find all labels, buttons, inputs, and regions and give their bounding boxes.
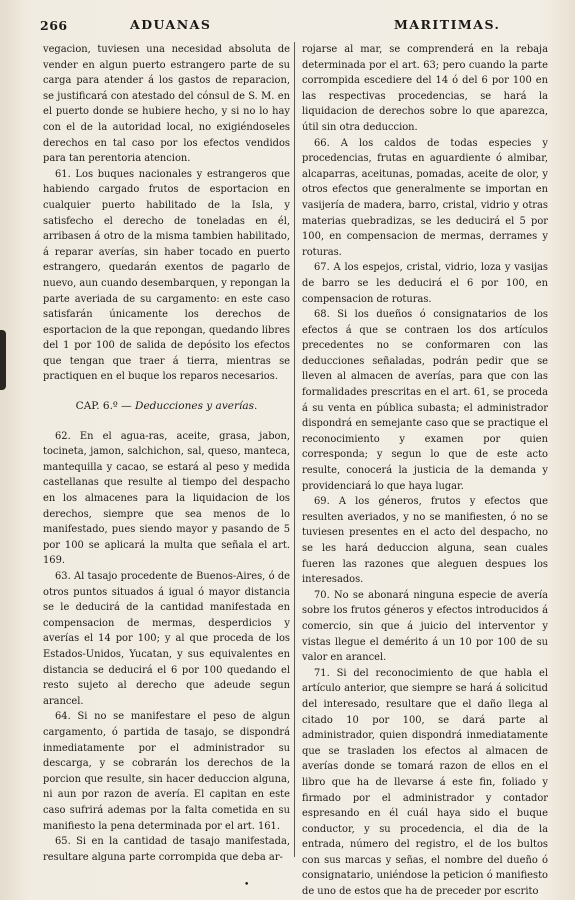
paragraph-article-71: 71. Si del reconocimiento de que habla el artículo anterior, que siempre se hará á solicitud del interesado, resultare que el daño llega al citado 10 por 100, se dará parte al administrador, quien dispondrá inmediatamente que se trasladen los efectos al almacen de averías donde se tomará razon de ellos en el libro que ha de llevarse á este fin, foliado y firmado por el administrador y contador espresando en él cuál haya sido el buque conductor, y su procedencia, el dia de la entrada, número del registro, el de los bultos con sus marcas y señas, el nombre del dueño ó consignatario, uniéndose la peticion ó manifiesto de uno de estos que ha de preceder por escrito bbox=[302, 667, 548, 898]
chapter-label: CAP. 6.º — bbox=[75, 400, 132, 413]
footer-mark: • bbox=[244, 880, 250, 890]
right-running-head: MARITIMAS. bbox=[394, 17, 501, 32]
paragraph-article-69: 69. A los géneros, frutos y efectos que resulten averiados, y no se manifiesten, ó no se tuviesen presentes en el acto del despacho, no se les hará deduccion alguna, sean cuales fueren las razones que aleguen despues los interesados. bbox=[302, 496, 548, 586]
paragraph-article-61: 61. Los buques nacionales y estrangeros que habiendo cargado frutos de esportacion en cualquier puerto habilitado de la Isla, y satisfecho el derecho de toneladas en él, arribasen á otro de la misma tambien habilitado, á reparar averías, sin haber tocado en puerto estrangero, quedarán exentos de pagarlo de nuevo, aun cuando desembarquen, y repongan la parte averiada de su cargamento: en este caso satisfarán únicamente los derechos de esportacion de la que repongan, quedando libres del 1 por 100 de salida de depósito los efectos que tengan que traer á tierra, mientras se practiquen en el buque los reparos necesarios. bbox=[43, 168, 290, 383]
paragraph-article-70: 70. No se abonará ninguna especie de avería sobre los frutos géneros y efectos introducidos á comercio, sin que á juicio del interventor y vistas llegue el demérito á un 10 por 100 de su valor en arancel. bbox=[302, 589, 548, 664]
paragraph-article-68: 68. Si los dueños ó consignatarios de los efectos á que se contraen los dos artículos precedentes no se conformaren con las deducciones señaladas, podrán pedir que se lleven al almacen de averías, para que con las formalidades prescritas en el art. 61, se proceda á su venta en pública subasta; el administrador dispondrá en semejante caso que se practique el reconocimiento y examen por quien corresponda; y segun lo que de este acto resulte, conocerá la justicia de la demanda y providenciará lo que haya lugar. bbox=[302, 309, 548, 492]
paragraph-article-62: 62. En el agua-ras, aceite, grasa, jabon, tocineta, jamon, salchichon, sal, queso, manteca, mantequilla y cacao, se estará al peso y medida castellanas que resulte al tiempo del despacho en los almacenes para la liquidacion de los derechos, siempre que sea menos de lo manifestado, pues siendo mayor y pasando de 5 por 100 se aplicará la multa que señala el art. 169. bbox=[43, 430, 290, 567]
chapter-title: Deducciones y averías. bbox=[135, 400, 258, 413]
left-running-head: ADUANAS bbox=[130, 17, 212, 32]
binding-edge-shadow bbox=[0, 330, 6, 390]
paragraph-article-64: 64. Si no se manifestare el peso de algun cargamento, ó partida de tasajo, se dispondrá inmediatamente por el administrador su descarga, y se cobrarán los derechos de la porcion que resulte, sin hacer deduccion alguna, ni aun por razon de avería. El capitan en este caso sufrirá ademas por la falta cometida en su manifiesto la pena determinada por el art. 161. bbox=[43, 711, 290, 832]
chapter-heading bbox=[43, 399, 290, 415]
paragraph-article-66: 66. A los caldos de todas especies y procedencias, frutas en aguardiente ó almibar, alcaparras, aceitunas, pomadas, aceite de olor, y otros efectos que generalmente se importan en vasijería de madera, barro, cristal, vidrio y otras materias quebradizas, se les deducirá el 5 por 100, en compensacion de mermas, derrames y roturas. bbox=[302, 137, 548, 258]
paragraph-article-63: 63. Al tasajo procedente de Buenos-Aires, ó de otros puntos situados á igual ó mayor distancia se le deducirá de la cantidad manifestada en compensacion de mermas, desperdicios y averías el 14 por 100; y al que proceda de los Estados-Unidos, Yucatan, y sus equivalentes en distancia se deducirá el 6 por 100 quedando el resto sujeto al derecho que adeude segun arancel. bbox=[43, 571, 290, 707]
paragraph: rojarse al mar, se comprenderá en la rebaja determinada por el art. 63; pero cuando la parte corrompida escediere del 14 ó del 6 por 100 en las respectivas procedencias, se hará la liquidacion de derechos sobre lo que aparezca, útil sin otra deduccion. bbox=[302, 44, 548, 133]
paragraph: vegacion, tuviesen una necesidad absoluta de vender en algun puerto estrangero parte de su carga para atender á los gastos de reparacion, se justificará con atestado del cónsul de S. M. en el puerto donde se hubiere hecho, y si no lo hay con el de la autoridad local, no exigiéndoseles derechos en tal caso por los efectos vendidos para tan perentoria atencion. bbox=[43, 44, 290, 165]
right-column bbox=[302, 42, 548, 900]
left-column bbox=[43, 42, 290, 865]
column-divider bbox=[294, 42, 295, 857]
page-header bbox=[40, 17, 560, 35]
paragraph-article-65: 65. Si en la cantidad de tasajo manifestada, resultare alguna parte corrompida que deba ar- bbox=[43, 836, 290, 863]
paragraph-article-67: 67. A los espejos, cristal, vidrio, loza y vasijas de barro se les deducirá el 6 por 100, en compensacion de roturas. bbox=[302, 262, 548, 305]
page-number: 266 bbox=[40, 18, 68, 33]
